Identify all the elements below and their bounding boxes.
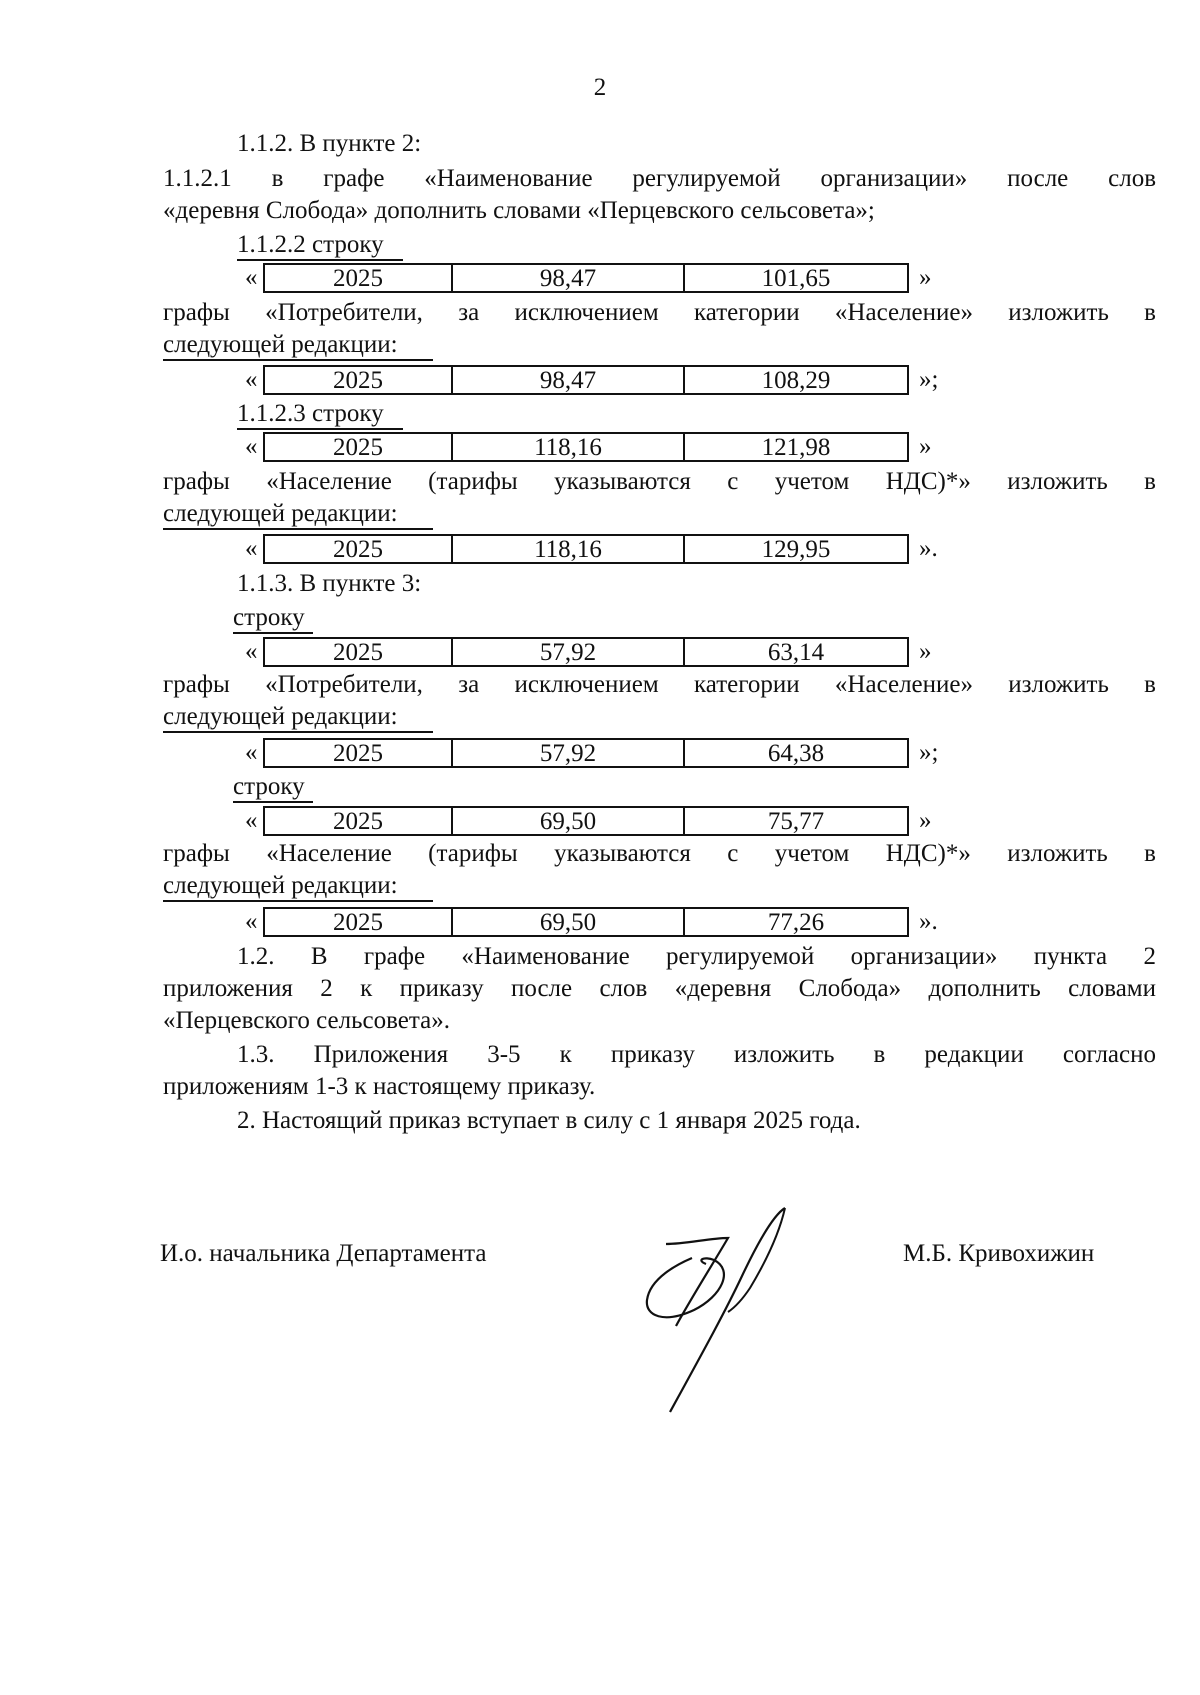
tariff-row xyxy=(245,533,938,565)
paragraph-1-3-line2: приложениям 1-3 к настоящему приказу. xyxy=(163,1073,596,1100)
paragraph-1-1-2: 1.1.2. В пункте 2: xyxy=(237,130,422,157)
paragraph-2: 2. Настоящий приказ вступает в силу с 1 января 2025 года. xyxy=(237,1107,861,1134)
value-cell: 98,47 xyxy=(453,367,685,393)
next-edition-label: следующей редакции: xyxy=(163,331,398,358)
close-quote: » xyxy=(919,264,932,291)
value-cell: 101,65 xyxy=(761,265,831,292)
paragraph-1-1-3: 1.1.3. В пункте 3: xyxy=(237,570,422,597)
consumers-line1: графы «Потребители, за исключением категории «Население» изложить в xyxy=(163,299,1156,326)
row-label: строку xyxy=(233,604,305,631)
page-number: 2 xyxy=(593,74,607,101)
value-cell: 63,14 xyxy=(767,639,825,666)
underline xyxy=(163,359,433,361)
tariff-row xyxy=(245,636,932,668)
paragraph-1-1-2-1-line1: 1.1.2.1 в графе «Наименование регулируемой организации» после слов xyxy=(163,165,1156,192)
year-cell: 2025 xyxy=(265,367,453,393)
tariff-row xyxy=(245,431,932,463)
open-quote: « xyxy=(245,366,258,393)
close-quote: » xyxy=(919,638,932,665)
year-cell: 2025 xyxy=(265,536,453,562)
tariff-row xyxy=(245,805,932,837)
tariff-table xyxy=(263,432,909,462)
next-edition-label: следующей редакции: xyxy=(163,703,398,730)
tariff-table xyxy=(263,263,909,293)
year-cell: 2025 xyxy=(265,265,453,291)
tariff-row xyxy=(245,262,932,294)
paragraph-1-2-line1: 1.2. В графе «Наименование регулируемой организации» пункта 2 xyxy=(237,943,1156,970)
year-cell: 2025 xyxy=(265,740,453,766)
underline xyxy=(233,632,313,634)
close-quote: » xyxy=(919,807,932,834)
open-quote: « xyxy=(245,807,258,834)
tariff-row xyxy=(245,737,938,769)
underline xyxy=(163,900,433,902)
underline xyxy=(163,731,433,733)
close-quote: »; xyxy=(919,366,939,393)
value-cell: 121,98 xyxy=(761,434,831,461)
population-line1: графы «Население (тарифы указываются с учетом НДС)*» изложить в xyxy=(163,468,1156,495)
value-cell: 118,16 xyxy=(453,434,685,460)
close-quote: »; xyxy=(919,739,939,766)
open-quote: « xyxy=(245,535,258,562)
year-cell: 2025 xyxy=(265,909,453,935)
value-cell: 129,95 xyxy=(761,536,831,563)
value-cell: 69,50 xyxy=(453,808,685,834)
tariff-table xyxy=(263,738,909,768)
paragraph-1-3-line1: 1.3. Приложения 3-5 к приказу изложить в редакции согласно xyxy=(237,1041,1156,1068)
close-quote: ». xyxy=(919,535,938,562)
tariff-row xyxy=(245,364,938,396)
open-quote: « xyxy=(245,264,258,291)
tariff-table xyxy=(263,907,909,937)
signatory-name: М.Б. Кривохижин xyxy=(903,1240,1095,1267)
value-cell: 69,50 xyxy=(453,909,685,935)
value-cell: 75,77 xyxy=(767,808,825,835)
underline xyxy=(237,428,403,430)
paragraph-1-2-line2: приложения 2 к приказу после слов «деревня Слобода» дополнить словами xyxy=(163,975,1156,1002)
population-line1: графы «Население (тарифы указываются с учетом НДС)*» изложить в xyxy=(163,840,1156,867)
paragraph-1-2-line3: «Перцевского сельсовета». xyxy=(163,1007,450,1034)
paragraph-1-1-2-1-line2: «деревня Слобода» дополнить словами «Перцевского сельсовета»; xyxy=(163,197,875,224)
handwritten-signature xyxy=(630,1200,800,1415)
value-cell: 118,16 xyxy=(453,536,685,562)
year-cell: 2025 xyxy=(265,639,453,665)
value-cell: 57,92 xyxy=(453,740,685,766)
year-cell: 2025 xyxy=(265,808,453,834)
next-edition-label: следующей редакции: xyxy=(163,500,398,527)
paragraph-1-1-2-3-label: 1.1.2.3 строку xyxy=(237,400,384,427)
value-cell: 77,26 xyxy=(767,909,825,936)
value-cell: 57,92 xyxy=(453,639,685,665)
tariff-table xyxy=(263,637,909,667)
next-edition-label: следующей редакции: xyxy=(163,872,398,899)
row-label: строку xyxy=(233,773,305,800)
close-quote: ». xyxy=(919,908,938,935)
underline xyxy=(237,259,403,261)
open-quote: « xyxy=(245,433,258,460)
value-cell: 64,38 xyxy=(767,740,825,767)
tariff-table xyxy=(263,534,909,564)
open-quote: « xyxy=(245,638,258,665)
tariff-row xyxy=(245,906,938,938)
underline xyxy=(163,528,433,530)
underline xyxy=(233,801,313,803)
close-quote: » xyxy=(919,433,932,460)
consumers-line1: графы «Потребители, за исключением категории «Население» изложить в xyxy=(163,671,1156,698)
value-cell: 98,47 xyxy=(453,265,685,291)
signatory-title: И.о. начальника Департамента xyxy=(160,1240,487,1267)
year-cell: 2025 xyxy=(265,434,453,460)
tariff-table xyxy=(263,365,909,395)
open-quote: « xyxy=(245,908,258,935)
tariff-table xyxy=(263,806,909,836)
open-quote: « xyxy=(245,739,258,766)
value-cell: 108,29 xyxy=(761,367,831,394)
paragraph-1-1-2-2-label: 1.1.2.2 строку xyxy=(237,231,384,258)
